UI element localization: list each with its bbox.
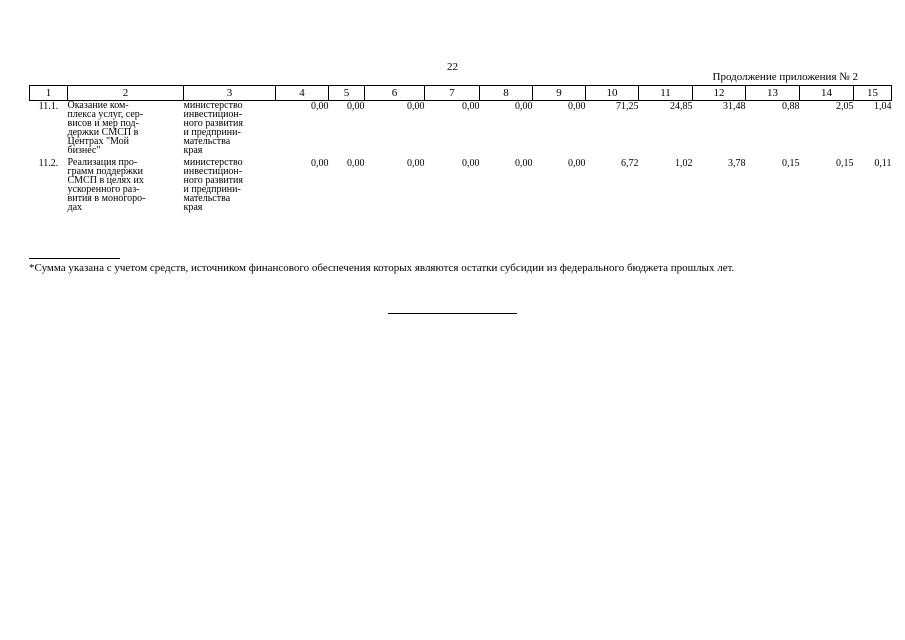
event-name-line: СМСП в целях их — [67, 175, 144, 186]
value-cell: 2,05 — [836, 101, 854, 112]
event-name-line: грамм поддержки — [67, 166, 143, 177]
table-row — [30, 158, 892, 215]
executor-cell — [184, 158, 276, 215]
header-cell: 13 — [746, 86, 800, 101]
value-cell: 0,00 — [347, 158, 365, 169]
event-name-cell — [68, 101, 184, 159]
table-row — [30, 101, 892, 159]
continuation-label: Продолжение приложения № 2 — [712, 71, 858, 83]
value-cell: 0,00 — [407, 101, 425, 112]
value-cell: 0,15 — [782, 158, 800, 169]
data-table — [29, 85, 892, 215]
header-cell: 5 — [329, 86, 365, 101]
row-number: 11.2. — [38, 158, 59, 169]
header-cell: 7 — [425, 86, 480, 101]
value-cell: 6,72 — [621, 158, 639, 169]
event-name-line: держки СМСП в — [67, 127, 139, 138]
executor-cell — [184, 101, 276, 159]
header-cell: 4 — [276, 86, 329, 101]
event-name-line: Оказание ком- — [67, 100, 129, 111]
event-name-line: дах — [67, 202, 83, 213]
header-cell: 3 — [184, 86, 276, 101]
executor-line: инвестицион- — [183, 109, 243, 120]
event-name-cell — [68, 158, 184, 215]
footnote: *Сумма указана с учетом средств, источником финансового обеспечения которых являются остатки субсидии из федерального бюджета прошлых лет. — [29, 262, 735, 274]
executor-line: инвестицион- — [183, 166, 243, 177]
executor-line: министерство — [183, 100, 243, 111]
executor-line: края — [183, 202, 203, 213]
end-divider — [388, 313, 517, 314]
event-name-line: Центрах "Мой — [67, 136, 130, 147]
value-cell: 0,00 — [568, 158, 586, 169]
value-cell: 0,00 — [515, 158, 533, 169]
header-cell: 8 — [480, 86, 533, 101]
header-cell: 10 — [586, 86, 639, 101]
value-cell: 0,00 — [311, 101, 329, 112]
value-cell: 0,00 — [462, 158, 480, 169]
header-cell: 11 — [639, 86, 693, 101]
executor-line: ного развития — [183, 118, 243, 129]
event-name-line: Реализация про- — [67, 157, 138, 168]
header-cell: 9 — [533, 86, 586, 101]
value-cell: 0,11 — [874, 158, 892, 169]
executor-line: министерство — [183, 157, 243, 168]
header-row — [30, 86, 892, 101]
row-number: 11.1. — [38, 101, 59, 112]
executor-line: мательства — [183, 193, 231, 204]
value-cell: 0,00 — [462, 101, 480, 112]
value-cell: 0,15 — [836, 158, 854, 169]
event-name-line: висов и мер под- — [67, 118, 139, 129]
value-cell: 0,00 — [347, 101, 365, 112]
event-name-line: бизнес" — [67, 145, 101, 156]
header-cell: 15 — [854, 86, 892, 101]
header-cell: 6 — [365, 86, 425, 101]
value-cell: 0,00 — [311, 158, 329, 169]
event-name-line: плекса услуг, сер- — [67, 109, 144, 120]
event-name-line: вития в моногоро- — [67, 193, 146, 204]
event-name-line: ускоренного раз- — [67, 184, 140, 195]
footnote-divider — [29, 258, 120, 259]
executor-line: края — [183, 145, 203, 156]
value-cell: 71,25 — [616, 101, 639, 112]
executor-line: ного развития — [183, 175, 243, 186]
executor-line: мательства — [183, 136, 231, 147]
executor-line: и предприни- — [183, 127, 241, 138]
value-cell: 24,85 — [670, 101, 693, 112]
header-cell: 1 — [30, 86, 68, 101]
executor-line: и предприни- — [183, 184, 241, 195]
value-cell: 0,00 — [568, 101, 586, 112]
header-cell: 14 — [800, 86, 854, 101]
value-cell: 0,88 — [782, 101, 800, 112]
value-cell: 1,04 — [874, 101, 892, 112]
value-cell: 31,48 — [723, 101, 746, 112]
value-cell: 0,00 — [515, 101, 533, 112]
value-cell: 1,02 — [675, 158, 693, 169]
header-cell: 2 — [68, 86, 184, 101]
value-cell: 3,78 — [728, 158, 746, 169]
header-cell: 12 — [693, 86, 746, 101]
page-number: 22 — [447, 61, 458, 73]
value-cell: 0,00 — [407, 158, 425, 169]
